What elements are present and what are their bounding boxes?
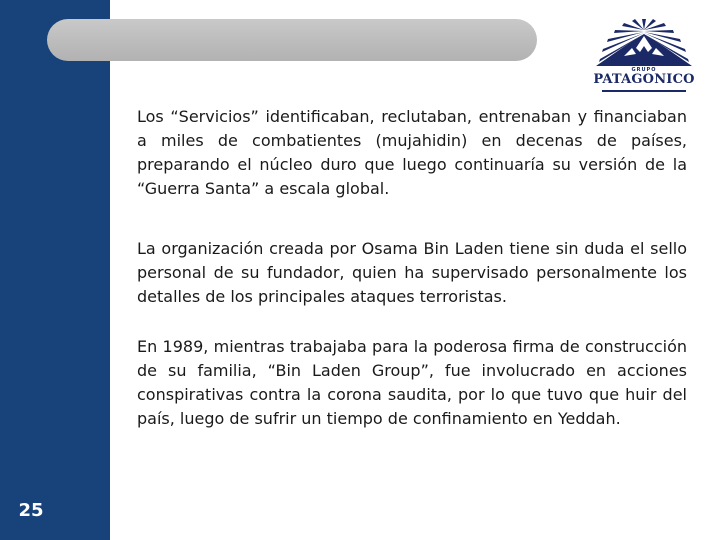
paragraph-servicios: Los “Servicios” identificaban, reclutaban, entrenaban y financiaban a miles de combatientes (mujahidin) en decenas de países, preparando el núcleo duro que luego continuaría su versión de la “Guerra Santa” a escala global.	[137, 107, 687, 198]
paragraph-organizacion: La organización creada por Osama Bin Laden tiene sin duda el sello personal de su fundador, quien ha supervisado personalmente los detalles de los principales ataques terroristas.	[137, 239, 687, 306]
sidebar-band	[0, 0, 110, 540]
title-bar	[47, 19, 537, 61]
logo-name: PATAGONICO	[593, 72, 695, 87]
logo-group-label: GRUPO	[631, 67, 657, 73]
grupo-patagonico-logo	[592, 18, 696, 94]
paragraph-1989: En 1989, mientras trabajaba para la poderosa firma de construcción de su familia, “Bin Laden Group”, fue involucrado en acciones conspirativas contra la corona saudita, por lo que tuvo que huir del país, luego de sufrir un tiempo de confinamiento en Yeddah.	[137, 337, 687, 428]
slide-body	[137, 105, 687, 431]
page-number: 25	[18, 500, 44, 521]
